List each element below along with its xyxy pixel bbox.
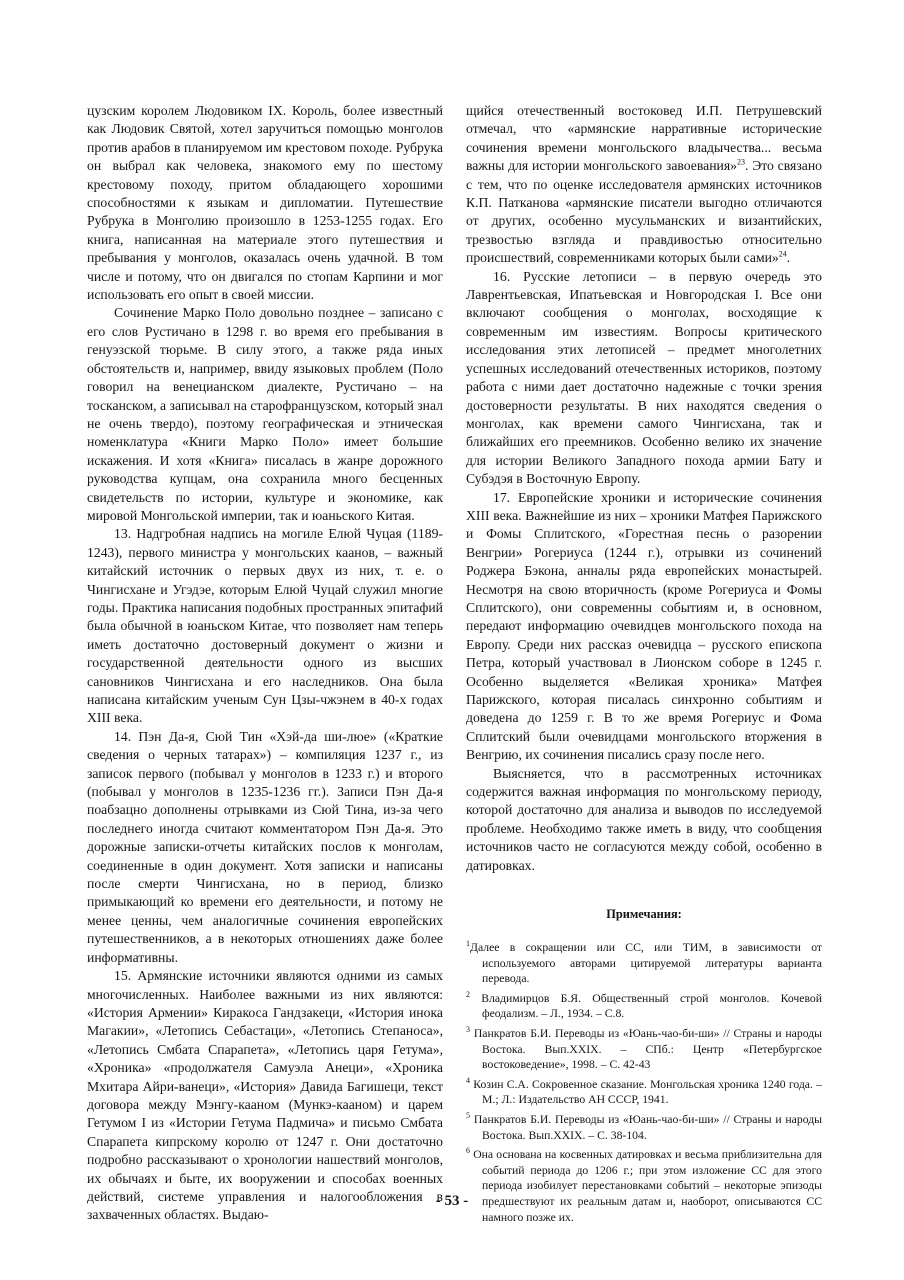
paragraph-conclusion: Выясняется, что в рассмотренных источниках содержится важная информация по монгольскому периоду, которой достаточно для анализа и выводов по исследуемой проблеме. Необходимо также иметь в виду, что сообщения источников часто не согласуются между собой, особенно в датировках. — [466, 765, 822, 873]
paragraph-13-yelu-chucai: 13. Надгробная надпись на могиле Елюй Чуцая (1189-1243), первого министра у монгольских каанов, – важный китайский источник о первых двух из них, т. е. о Чингисхане и Угэдэе, которым Елюй Чуцай служил многие годы. Практика написания подобных пространных эпитафий была обычной в юаньском Китае, что позволяет нам теперь иметь достаточно достоверный документ о жизни и государственной деятельности одного из высших сановников Чингисхана и его наследников. Она была написана китайским ученым Сун Цзы-чжэнем в 40-х годах XIII века. — [87, 526, 444, 726]
note-text: Панкратов Б.И. Переводы из «Юань-чао-би-ши» // Страны и народы Востока. Вып.XXIX. – СПб.: Центр «Петербургское востоковедение», 1998. – С. 42-43 — [473, 1027, 823, 1072]
note-item — [466, 991, 822, 1022]
paragraph-15-armenian-sources: 15. Армянские источники являются одними из самых многочисленных. Наиболее важными из них являются: «История Армении» Киракоса Гандзакеци, «История инока Магакии», «Летопись Себастаци», «Летопись Степаноса», «Летопись Смбата Спарапета», «Летопись царя Гетума», «Хроника» «продолжателя Самуэла Анеци», «Хроника Мхитара Айри-ванеци», «История» Давида Багишеци, текст договора между Мэнгу-кааном (Мункэ-кааном) и царем Гетумом I из «Истории Гетума Падмича» и письмо Смбата Спарапета кипрскому королю от 1247 г. Они достаточно подробно рассказывают о хронологии нашествий монголов, их обычаях и быте, их вооружении и способах военных действий, системе управления и налогообложения в захваченных областях. Выдаю- — [87, 968, 443, 1223]
note-item — [466, 1077, 822, 1108]
notes-list — [466, 940, 822, 1225]
paragraph-rubruk-continued: цузским королем Людовиком IX. Король, более известный как Людовик Святой, хотел заручиться помощью монголов против арабов в планируемом им крестовом походе. Рубрука он выбрал как человека, знакомого ему по шестому крестовому походу, притом обладающего хорошими способностями к языкам и дипломатии. Путешествие Рубрука в Монголию произошло в 1253-1255 годах. Его книга, написанная на материале этого путешествия и пребывания у монголов, оказалась очень удачной. В том числе и потому, что он двигался по стопам Карпини и мог использовать его опыт в своей миссии. — [87, 103, 443, 303]
note-item — [466, 940, 822, 987]
note-number: 4 — [466, 1075, 470, 1085]
left-column — [87, 102, 443, 1225]
footnote-ref: 24 — [778, 249, 787, 259]
notes-heading: Примечания: — [606, 907, 682, 922]
paragraph-marco-polo: Сочинение Марко Поло довольно позднее – записано с его слов Рустичано в 1298 г. во время его пребывания в генуэзской тюрьме. В силу этого, а также ряда иных обстоятельств и, например, ввиду языковых проблем (Поло говорил на венецианском диалекте, Рустичано – на тосканском, а записывал на старофранцузском, который знал не очень твердо), поэтому географическая и этническая номенклатура «Книги Марко Поло» имеет большие искажения. И хотя «Книга» писалась в жанре дорожного руководства купцам, она сохранила много бесценных свидетельств по истории, культуре и экономике, как мировой Монгольской империи, так и юаньского Китая. — [87, 305, 443, 523]
note-item — [466, 1147, 822, 1225]
note-number: 6 — [466, 1146, 470, 1156]
text-segment: . Это связано с тем, что по оценке исследователя армянских источников К.П. Патканова «армянские писатели выгодно отличаются от других, особенно мусульманских и византийских, трезвостью взгляда и правдивостью относительно происшествий, современниками которых были сами» — [466, 158, 822, 266]
note-text: Владимирцов Б.Я. Общественный строй монголов. Кочевой феодализм. – Л., 1934. – С.8. — [481, 991, 822, 1021]
text-segment: щийся отечественный востоковед И.П. Петрушевский отмечал, что «армянские нарративные исторические сочинения времени монгольского владычества... весьма важны для истории монгольского завоевания» — [466, 103, 822, 174]
note-text: Панкратов Б.И. Переводы из «Юань-чао-би-ши» // Страны и народы Востока. Вып.XXIX. – С. 38-104. — [473, 1113, 823, 1142]
note-text: Козин С.А. Сокровенное сказание. Монгольская хроника 1240 года. – М.; Л.: Издательство АН СССР, 1941. — [473, 1077, 822, 1107]
note-number: 1 — [466, 939, 470, 949]
right-column — [466, 102, 822, 1229]
paragraph-17-european-chronicles: 17. Европейские хроники и исторические сочинения XIII века. Важнейшие из них – хроники Матфея Парижского и Фомы Сплитского, «Горестная песнь о разорении Венгрии» Рогериуса (1244 г.), отрывки из сочинений Роджера Бэкона, анналы ряда европейских монастырей. Несмотря на свою вторичность (кроме Рогериуса и Фомы Сплитского), они современны событиям и, в основном, передают информацию очевидцев монгольского похода на Европу. Среди них рассказ очевидца – русского епископа Петра, который участвовал в Лионском соборе в 1245 г. Особенно выделяется «Великая хроника» Матфея Парижского, которая писалась синхронно событиям и доведена до 1259 г. В то же время Рогериус и Фома Сплитский были очевидцами монгольского вторжения в Венгрию, их сочинения писались сразу после него. — [466, 489, 822, 763]
paragraph-16-russian-chronicles: 16. Русские летописи – в первую очередь это Лаврентьевская, Ипатьевская и Новгородская I. Все они включают сообщения о монголах, восходящие к современным им известиям. Вопросы критического исследования этих летописей – предмет многолетних успешных исследований отечественных историков, поэтому работа с ними дает достаточно надежные с точки зрения достоверности результаты. В них находятся сведения о монголах, как времени самого Чингисхана, так и ближайших его преемников. Особенно велико их значение для истории Великого Западного похода армии Бату и Субэдэя в Восточную Европу. — [466, 268, 822, 487]
note-item — [466, 1026, 822, 1073]
note-number: 2 — [466, 989, 470, 999]
note-item — [466, 1112, 822, 1143]
note-number: 5 — [466, 1111, 470, 1121]
note-text: Далее в сокращении или СС, или ТИМ, в зависимости от используемого авторами цитируемой литературы варианта перевода. — [470, 941, 822, 986]
note-text: Она основана на косвенных датировках и весьма приблизительна для событий периода до 1206 г.; при этом изложение СС для этого периода изобилует перестановками событий – некоторые эпизоды предшествуют их реальным датам и, наоборот, описываются СС намного позже их. — [473, 1148, 823, 1224]
footnote-ref: 23 — [737, 157, 746, 167]
text-segment: . — [786, 250, 791, 266]
page-number: - 53 - — [435, 1193, 469, 1209]
note-number: 3 — [466, 1025, 470, 1035]
paragraph-armenian-continued — [466, 102, 822, 268]
paragraph-14-peng-daya: 14. Пэн Да-я, Сюй Тин «Хэй-да ши-люе» («Краткие сведения о черных татарах») – компиляция 1237 г., из записок первого (побывал у монголов в 1233 г.) и второго (побывал у монголов в 1235-1236 гг.). Записи Пэн Да-я поабзацно дополнены отрывками из Сюй Тина, из-за чего последнего иногда считают комментатором Пэн Да-я. Это дорожные записки-отчеты китайских послов к монголам, соединенные в один документ. Хотя записки и написаны после смерти Чингисхана, но в период, близко примыкающий ко времени его деятельности, и потому не менее ценны, чем аналогичные сочинения европейских путешественников, а в некоторых отношениях даже более информативны. — [87, 728, 443, 965]
